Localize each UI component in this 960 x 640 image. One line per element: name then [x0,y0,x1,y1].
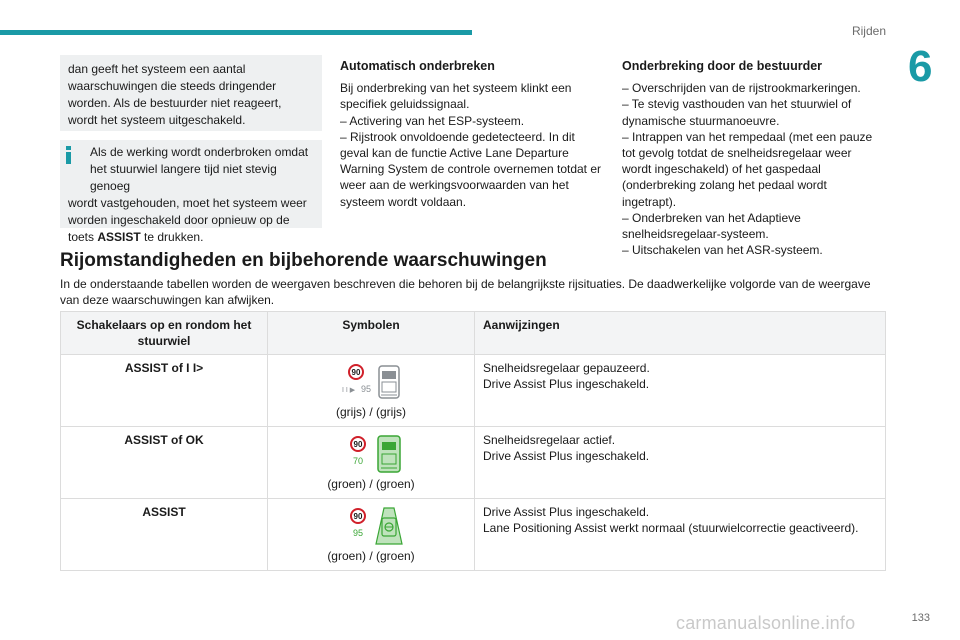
symbol-caption: (groen) / (groen) [327,477,415,491]
set-speed-value: 70 [353,456,364,466]
set-speed-value: 95 [353,528,364,538]
chapter-number: 6 [908,42,933,91]
column-header-symbols: Symbolen [268,312,475,355]
speed-limit-value: 90 [353,440,363,449]
set-speed-value: 95 [361,384,372,394]
table-row [61,355,886,427]
info-text-line1: Als de werking wordt onderbroken omdat [90,145,309,159]
column-header-instructions: Aanwijzingen [475,312,886,355]
list-item: – Te stevig vasthouden van het stuurwiel of dynamische stuurmanoeuvre. [622,97,852,128]
list-item: – Onderbreken van het Adaptieve snelheidsregelaar-systeem. [622,210,801,242]
instruction-line: Drive Assist Plus ingeschakeld. [483,449,650,463]
driver-interruption-column [622,58,884,258]
info-box [60,140,322,244]
speed-limit-value: 90 [351,368,361,377]
section-label: Rijden [851,24,886,38]
automatic-interruption-title: Automatisch onderbreken [340,59,495,73]
list-item: – Intrappen van het rempedaal (met een pauze tot gevolg totdat de snelheidsregelaar weer wordt ingeschakeld) of het gaspedaal (onderbreking zolang het pedaal wordt ingetrapt). [622,129,873,209]
instruction-line: Lane Positioning Assist werkt normaal (stuurwielcorrectie geactiveerd). [483,521,859,535]
info-text-body: wordt vastgehouden, moet het systeem weer worden ingeschakeld door opnieuw op de toets [68,196,307,244]
info-icon [66,146,71,162]
switch-cell: ASSIST of I I> [61,355,268,427]
note-text: dan geeft het systeem een aantal waarschuwingen die steeds dringender worden. Als de bestuurder niet reageert, wordt het systeem uitgeschakeld. [68,62,282,127]
automatic-interruption-column [340,58,602,210]
instruction-line: Drive Assist Plus ingeschakeld. [483,377,650,391]
section-title: Rijomstandigheden en bijbehorende waarschuwingen [60,250,547,271]
pause-resume-glyph: I I ▶ [342,387,356,394]
list-item: – Activering van het ESP-systeem. [340,113,525,128]
instruction-line: Snelheidsregelaar gepauzeerd. [483,361,650,375]
symbol-cell [268,355,475,427]
symbol-caption: (groen) / (groen) [327,549,415,563]
switch-cell: ASSIST [61,499,268,571]
instructions-cell [475,427,886,499]
info-text-tail: te drukken. [140,230,204,244]
info-text-line2: het stuurwiel langere tijd niet stevig genoeg [90,162,277,193]
symbol-cell [268,427,475,499]
list-item: – Uitschakelen van het ASR-systeem. [622,243,823,258]
column-header-switches: Schakelaars op en rondom het stuurwiel [61,312,268,355]
instruction-line: Snelheidsregelaar actief. [483,433,616,447]
symbol-caption: (grijs) / (grijs) [336,405,406,419]
cruise-active-symbol-icon [336,434,406,474]
info-text-rest [68,195,314,246]
table-row [61,499,886,571]
note-box [60,55,322,131]
table-row [61,427,886,499]
table-header-row [61,312,886,355]
section-intro: In de onderstaande tabellen worden de weergaven beschreven die behoren bij de belangrijkste rijsituaties. De daadwerkelijke volgorde van de weergave van deze waarschuwingen kan afwijken. [60,277,871,308]
speed-limit-value: 90 [353,512,363,521]
switch-cell: ASSIST of OK [61,427,268,499]
watermark: carmanualsonline.info [676,613,856,633]
list-item: – Overschrijden van de rijstrookmarkeringen. [622,81,861,96]
instructions-cell [475,355,886,427]
page-number: 133 [911,612,930,624]
list-item: – Rijstrook onvoldoende gedetecteerd. In dit geval kan de functie Active Lane Departure Warning System de controle overnemen totdat er weer aan de werkingsvoorwaarden van het systeem wordt voldaan. [340,129,602,209]
instruction-line: Drive Assist Plus ingeschakeld. [483,505,650,519]
lane-positioning-symbol-icon [336,506,406,546]
top-accent-bar [0,30,472,35]
driver-interruption-title: Onderbreking door de bestuurder [622,59,823,73]
automatic-interruption-intro: Bij onderbreking van het systeem klinkt een specifiek geluidssignaal. [340,81,572,112]
warnings-table [60,311,886,571]
symbol-cell [268,499,475,571]
assist-key-label: ASSIST [97,230,141,244]
cruise-paused-symbol-icon [336,362,406,402]
instructions-cell [475,499,886,571]
